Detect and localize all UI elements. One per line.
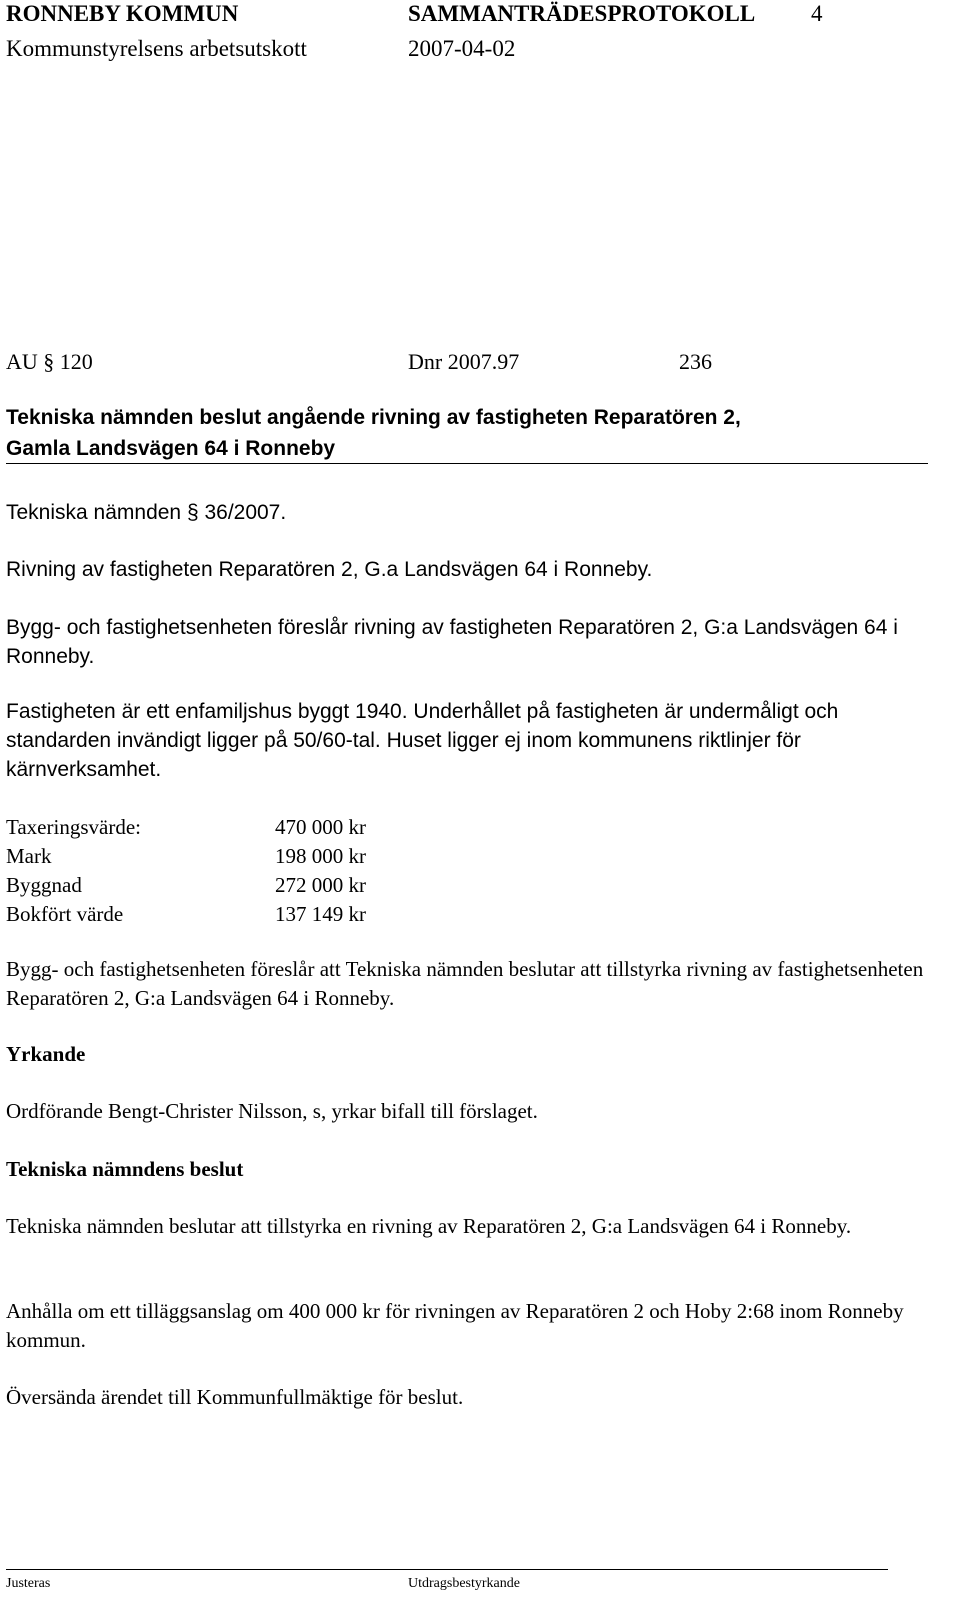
footer-utdragsbestyrkande: Utdragsbestyrkande xyxy=(408,1576,520,1591)
case-title-line-1: Tekniska nämnden beslut angående rivning av fastigheten Reparatören 2, xyxy=(6,406,741,429)
reference-line: Tekniska nämnden § 36/2007. xyxy=(6,501,287,524)
case-number: 236 xyxy=(679,349,712,374)
footer-justeras: Justeras xyxy=(6,1576,51,1591)
valuation-values xyxy=(275,813,366,929)
valuation-label: Byggnad xyxy=(6,873,82,897)
decision-heading: Tekniska nämndens beslut xyxy=(6,1157,244,1181)
valuation-value: 470 000 kr xyxy=(275,815,366,839)
page-number: 4 xyxy=(811,1,823,26)
proposal-paragraph: Bygg- och fastighetsenheten föreslår rivning av fastigheten Reparatören 2, G:a Landsvägen 64 i Ronneby. xyxy=(6,616,898,668)
subject-line: Rivning av fastigheten Reparatören 2, G.a Landsvägen 64 i Ronneby. xyxy=(6,558,653,581)
meeting-date: 2007-04-02 xyxy=(408,36,516,61)
footer-rule xyxy=(6,1569,888,1570)
yrkande-heading: Yrkande xyxy=(6,1042,86,1066)
paragraph-number: AU § 120 xyxy=(6,349,93,374)
title-underline xyxy=(6,463,928,464)
committee-name: Kommunstyrelsens arbetsutskott xyxy=(6,36,307,61)
decision-text-2: Anhålla om ett tilläggsanslag om 400 000 kr för rivningen av Reparatören 2 och Hoby 2:68 inom Ronneby kommun. xyxy=(6,1299,904,1352)
valuation-label: Mark xyxy=(6,844,52,868)
valuation-labels xyxy=(6,813,141,929)
yrkande-text: Ordförande Bengt-Christer Nilsson, s, yrkar bifall till förslaget. xyxy=(6,1099,538,1123)
dnr: Dnr 2007.97 xyxy=(408,349,520,374)
valuation-value: 198 000 kr xyxy=(275,844,366,868)
municipality-name: RONNEBY KOMMUN xyxy=(6,1,239,26)
protocol-type: SAMMANTRÄDESPROTOKOLL xyxy=(408,1,756,26)
recommendation-paragraph: Bygg- och fastighetsenheten föreslår att Tekniska nämnden beslutar att tillstyrka rivning av fastighetsenheten Reparatören 2, G:a Landsvägen 64 i Ronneby. xyxy=(6,957,924,1010)
valuation-label: Bokfört värde xyxy=(6,902,124,926)
description-paragraph: Fastigheten är ett enfamiljshus byggt 1940. Underhållet på fastigheten är undermåligt och standarden invändigt ligger på 50/60-tal. Huset ligger ej inom kommunens riktlinjer för kärnverksamhet. xyxy=(6,700,839,781)
decision-text-3: Översända ärendet till Kommunfullmäktige för beslut. xyxy=(6,1385,464,1409)
valuation-value: 137 149 kr xyxy=(275,902,366,926)
valuation-value: 272 000 kr xyxy=(275,873,366,897)
case-title-line-2: Gamla Landsvägen 64 i Ronneby xyxy=(6,437,336,460)
valuation-label: Taxeringsvärde: xyxy=(6,815,141,839)
decision-text-1: Tekniska nämnden beslutar att tillstyrka en rivning av Reparatören 2, G:a Landsvägen 64 i Ronneby. xyxy=(6,1214,852,1238)
